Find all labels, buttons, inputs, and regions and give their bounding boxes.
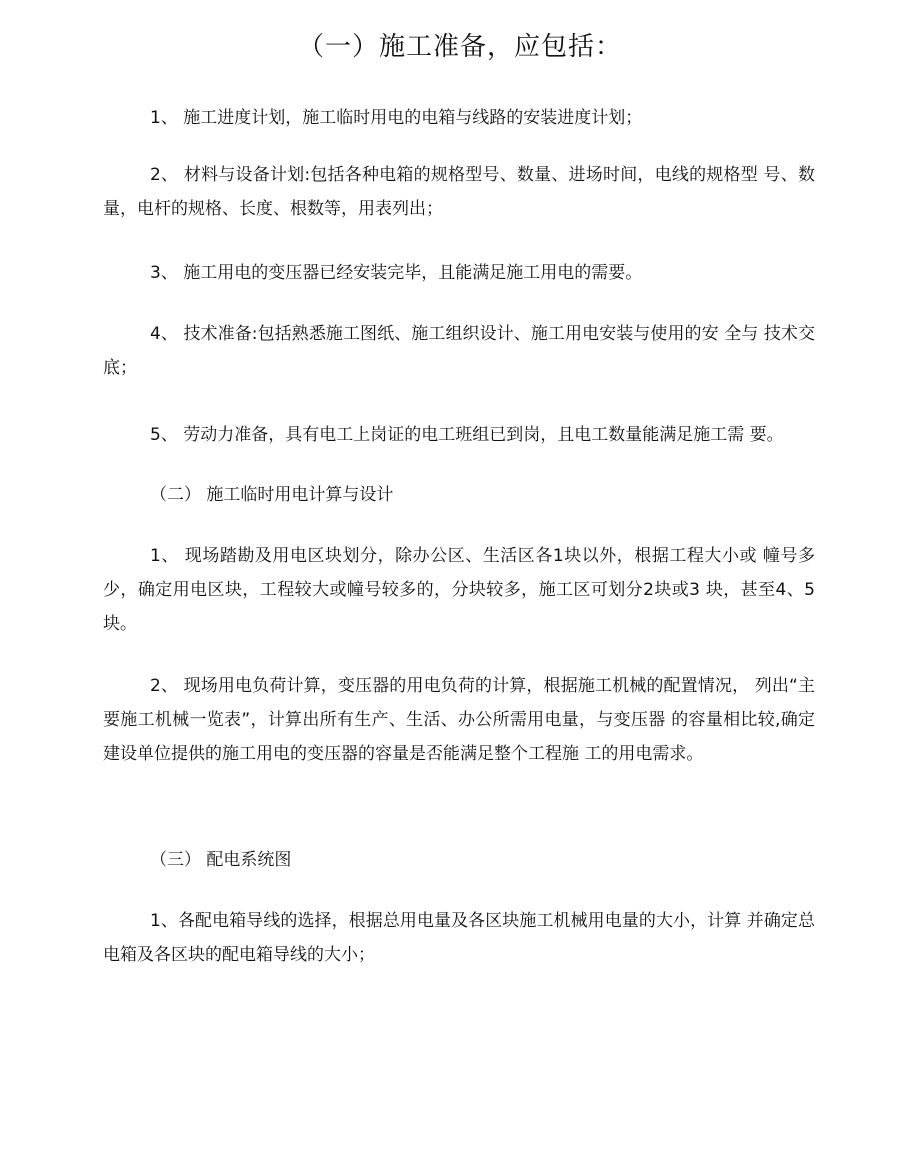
paragraph-1-3: 3、 施工用电的变压器已经安装完毕，且能满足施工用电的需要。 (150, 263, 643, 283)
paragraph-2-1: 1、 现场踏勘及用电区块划分，除办公区、生活区各1块以外，根据工程大小或 幢号多少，确定用电区块，工程较大或幢号较多的，分块较多，施工区可划分2块或3 块，甚至4、5块。 (103, 546, 815, 634)
paragraph-2-2: 2、 现场用电负荷计算，变压器的用电负荷的计算，根据施工机械的配置情况， 列出“主要施工机械一览表”，计算出所有生产、生活、办公所需用电量，与变压器 的容量相比较,确定建设单位提供的施工用电的变压器的容量是否能满足整个工程施 工的用电需求。 (103, 676, 815, 764)
paragraph-3-1: 1、各配电箱导线的选择，根据总用电量及各区块施工机械用电量的大小，计算 并确定总电箱及各区块的配电箱导线的大小； (103, 911, 815, 965)
page-title: （一）施工准备，应包括： (297, 32, 622, 62)
paragraph-1-2: 2、 材料与设备计划:包括各种电箱的规格型号、数量、进场时间，电线的规格型 号、数量，电杆的规格、长度、根数等，用表列出； (103, 165, 815, 219)
section-3-heading: （三） 配电系统图 (150, 850, 292, 870)
section-2-heading: （二） 施工临时用电计算与设计 (150, 485, 394, 505)
paragraph-1-1: 1、 施工进度计划，施工临时用电的电箱与线路的安装进度计划； (150, 108, 643, 128)
paragraph-1-5: 5、 劳动力准备，具有电工上岗证的电工班组已到岗，且电工数量能满足施工需 要。 (150, 425, 784, 445)
paragraph-1-4: 4、 技术准备:包括熟悉施工图纸、施工组织设计、施工用电安装与使用的安 全与 技术交底； (103, 324, 815, 378)
